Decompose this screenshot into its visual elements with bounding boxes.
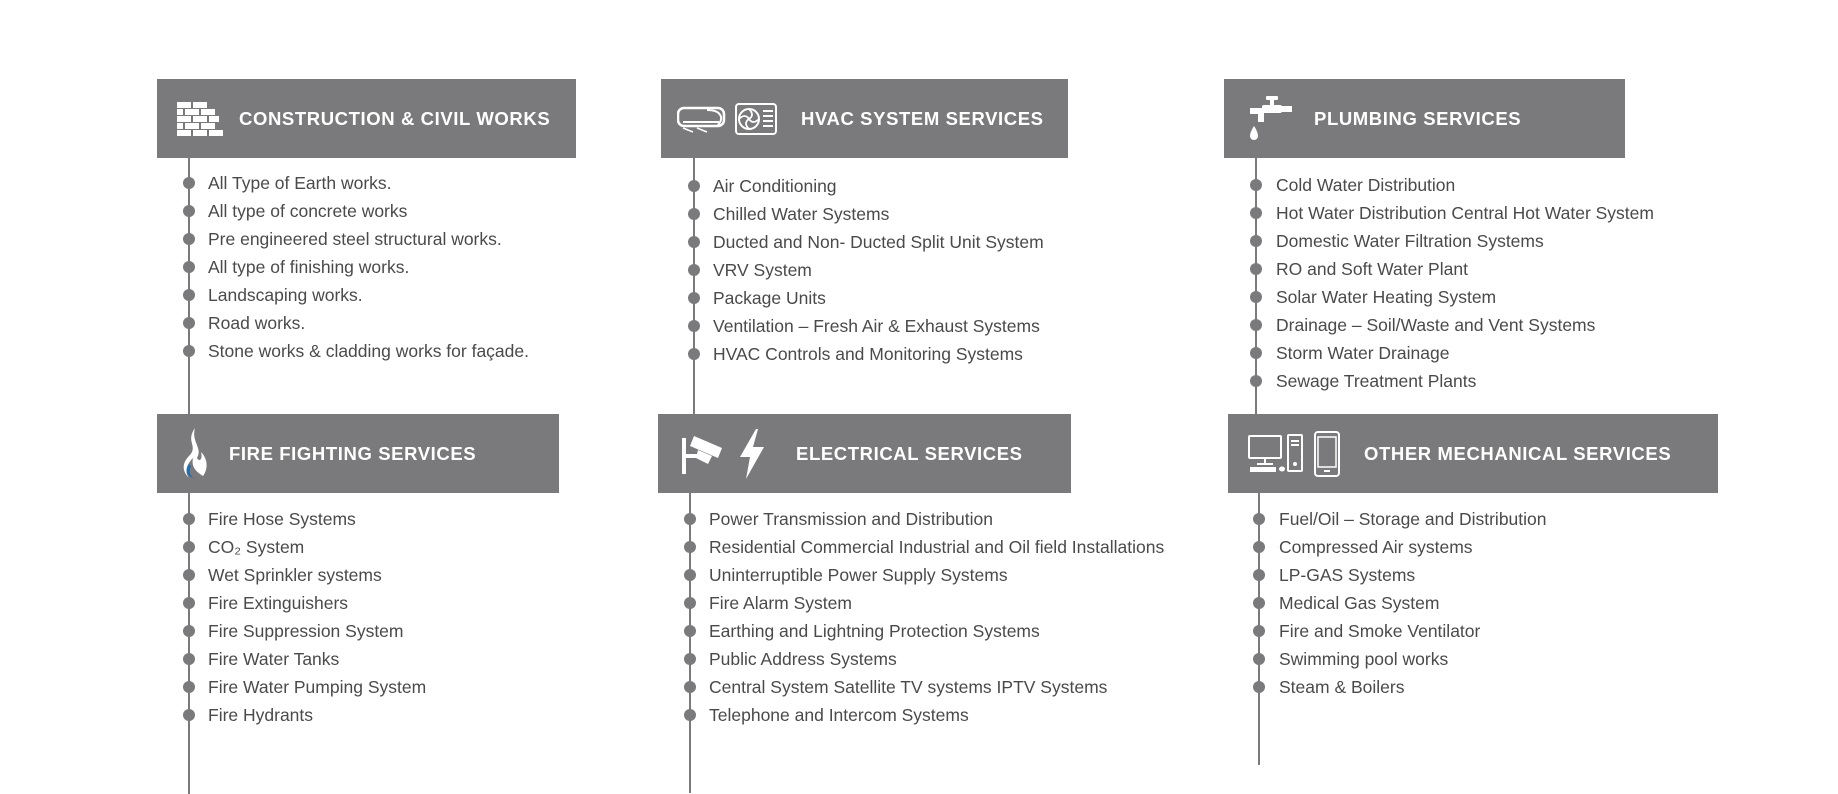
list-item: Fire Water Tanks: [208, 649, 340, 669]
list-bullet: [183, 625, 195, 637]
list-item: Drainage – Soil/Waste and Vent Systems: [1276, 315, 1596, 335]
list-item: RO and Soft Water Plant: [1276, 259, 1468, 279]
header-icons: [177, 79, 223, 158]
list-bullet: [1250, 319, 1262, 331]
list-item: Earthing and Lightning Protection Systems: [709, 621, 1040, 641]
air-conditioner-icon: [677, 104, 727, 134]
list-item: Fire Suppression System: [208, 621, 404, 641]
list-bullet: [183, 205, 195, 217]
list-item: Residential Commercial Industrial and Oil field Installations: [709, 537, 1165, 557]
list-bullet: [684, 625, 696, 637]
lightning-bolt-icon: [738, 429, 766, 479]
list-item: Stone works & cladding works for façade.: [208, 341, 529, 361]
list-bullet: [684, 541, 696, 553]
list-item: LP-GAS Systems: [1279, 565, 1416, 585]
list-item: Power Transmission and Distribution: [709, 509, 994, 529]
list-bullet: [183, 569, 195, 581]
list-item: Swimming pool works: [1279, 649, 1449, 669]
list-bullet: [684, 681, 696, 693]
list-item: Fire Hose Systems: [208, 509, 356, 529]
list-item: Fire Hydrants: [208, 705, 314, 725]
section-title: OTHER MECHANICAL SERVICES: [1364, 442, 1672, 464]
list-bullet: [688, 208, 700, 220]
mobile-phone-icon: [1314, 431, 1340, 477]
section-header: [157, 414, 559, 493]
list-item: Cold Water Distribution: [1276, 175, 1456, 195]
section-title: PLUMBING SERVICES: [1314, 107, 1522, 129]
list-item: Chilled Water Systems: [713, 204, 890, 224]
list-item: Ventilation – Fresh Air & Exhaust Systems: [713, 316, 1040, 336]
list-item: Road works.: [208, 313, 306, 333]
list-item: Medical Gas System: [1279, 593, 1440, 613]
list-bullet: [1253, 681, 1265, 693]
list-bullet: [183, 513, 195, 525]
section-header: [661, 79, 1068, 158]
list-bullet: [183, 177, 195, 189]
list-bullet: [684, 597, 696, 609]
section-header: [658, 414, 1071, 493]
list-bullet: [183, 261, 195, 273]
list-bullet: [183, 233, 195, 245]
list-bullet: [684, 709, 696, 721]
list-item: VRV System: [713, 260, 812, 280]
section-header: [157, 79, 576, 158]
list-bullet: [183, 597, 195, 609]
list-bullet: [688, 292, 700, 304]
list-bullet: [1253, 513, 1265, 525]
list-item: All Type of Earth works.: [208, 173, 392, 193]
list-bullet: [1250, 235, 1262, 247]
list-bullet: [688, 348, 700, 360]
list-bullet: [684, 569, 696, 581]
list-item: Solar Water Heating System: [1276, 287, 1497, 307]
list-item: Steam & Boilers: [1279, 677, 1405, 697]
list-bullet: [183, 681, 195, 693]
flame-icon: [179, 428, 209, 480]
section-title: FIRE FIGHTING SERVICES: [229, 442, 477, 464]
list-bullet: [1253, 541, 1265, 553]
list-bullet: [1253, 569, 1265, 581]
desktop-computer-icon: [1248, 434, 1304, 474]
security-camera-icon: [682, 432, 724, 476]
list-bullet: [684, 513, 696, 525]
list-bullet: [183, 653, 195, 665]
list-item: Fire Water Pumping System: [208, 677, 427, 697]
list-item: Air Conditioning: [713, 176, 837, 196]
header-icons: [677, 79, 777, 158]
list-bullet: [183, 289, 195, 301]
list-item: Fuel/Oil – Storage and Distribution: [1279, 509, 1547, 529]
list-bullet: [1250, 291, 1262, 303]
list-item: Central System Satellite TV systems IPTV Systems: [709, 677, 1108, 697]
list-timeline: [689, 493, 691, 793]
list-bullet: [684, 653, 696, 665]
list-item: Domestic Water Filtration Systems: [1276, 231, 1544, 251]
water-tap-icon: [1250, 96, 1294, 142]
list-bullet: [688, 180, 700, 192]
list-item: All type of finishing works.: [208, 257, 410, 277]
header-icons: [1248, 414, 1340, 493]
list-item: Wet Sprinkler systems: [208, 565, 382, 585]
list-bullet: [688, 236, 700, 248]
list-item: HVAC Controls and Monitoring Systems: [713, 344, 1023, 364]
section-header: [1224, 79, 1625, 158]
list-item: All type of concrete works: [208, 201, 408, 221]
section-title: ELECTRICAL SERVICES: [796, 442, 1023, 464]
section-title: CONSTRUCTION & CIVIL WORKS: [239, 107, 551, 129]
list-timeline: [188, 493, 190, 794]
list-item: Pre engineered steel structural works.: [208, 229, 502, 249]
header-icons: [682, 414, 766, 493]
list-bullet: [183, 317, 195, 329]
list-item: Fire and Smoke Ventilator: [1279, 621, 1481, 641]
section-title: HVAC SYSTEM SERVICES: [801, 107, 1044, 129]
list-item: Hot Water Distribution Central Hot Water System: [1276, 203, 1654, 223]
list-item: Compressed Air systems: [1279, 537, 1473, 557]
list-bullet: [183, 541, 195, 553]
list-item: Public Address Systems: [709, 649, 897, 669]
list-item: Uninterruptible Power Supply Systems: [709, 565, 1008, 585]
list-bullet: [1253, 597, 1265, 609]
list-item: Storm Water Drainage: [1276, 343, 1450, 363]
list-bullet: [1250, 347, 1262, 359]
outdoor-ac-unit-icon: [735, 103, 777, 135]
list-item: Package Units: [713, 288, 826, 308]
list-item: Fire Extinguishers: [208, 593, 349, 613]
header-icons: [1250, 79, 1294, 158]
list-bullet: [688, 320, 700, 332]
list-item: Landscaping works.: [208, 285, 363, 305]
list-bullet: [688, 264, 700, 276]
list-bullet: [183, 345, 195, 357]
brick-wall-icon: [177, 102, 223, 136]
list-bullet: [1250, 375, 1262, 387]
header-icons: [179, 414, 209, 493]
list-item: CO₂ System: [208, 537, 305, 557]
list-item: Telephone and Intercom Systems: [709, 705, 969, 725]
list-bullet: [1250, 207, 1262, 219]
list-bullet: [1253, 653, 1265, 665]
list-bullet: [1250, 263, 1262, 275]
list-bullet: [1250, 179, 1262, 191]
list-item: Fire Alarm System: [709, 593, 852, 613]
list-item: Ducted and Non- Ducted Split Unit System: [713, 232, 1044, 252]
list-bullet: [183, 709, 195, 721]
list-bullet: [1253, 625, 1265, 637]
list-item: Sewage Treatment Plants: [1276, 371, 1477, 391]
section-header: [1228, 414, 1718, 493]
